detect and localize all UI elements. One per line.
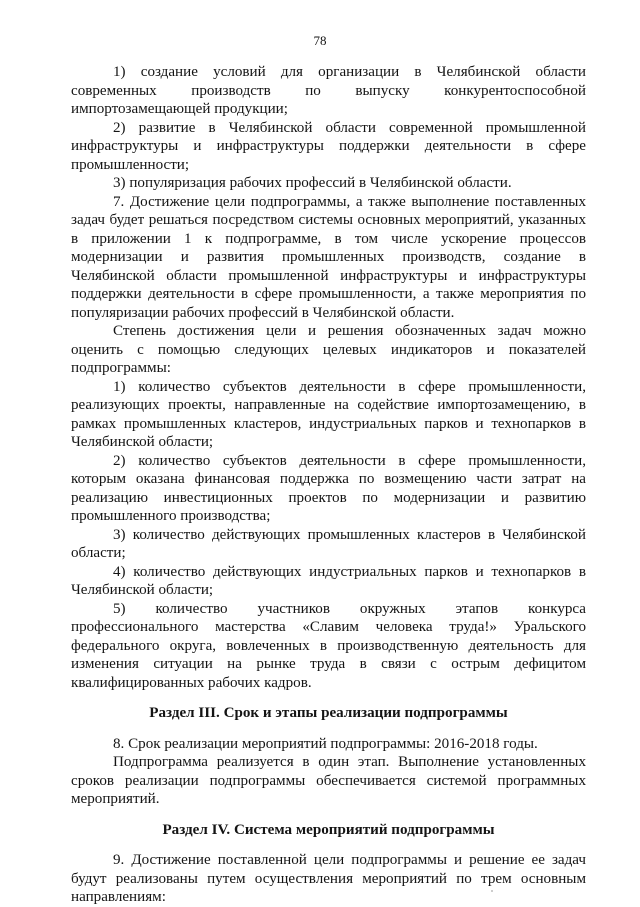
indicator-item-4: 4) количество действующих индустриальных парков и технопарков в Челябинской области; — [71, 563, 586, 598]
goal-item-3: 3) популяризация рабочих профессий в Челябинской области. — [113, 175, 512, 191]
indicator-item-2: 2) количество субъектов деятельности в сфере промышленности, которым оказана финансовая поддержка по возмещению части затрат на реализацию инвестиционных проектов по модернизации и развитию промышленного производства; — [71, 452, 586, 524]
goal-item-1: 1) создание условий для организации в Челябинской области современных производств по выпуску конкурентоспособной импортозамещающей продукции; — [71, 64, 586, 117]
indicators-intro: Степень достижения цели и решения обозначенных задач можно оценить с помощью следующих целевых индикаторов и показателей подпрограммы: — [71, 323, 586, 376]
scan-speck — [491, 890, 493, 892]
paragraph-7: 7. Достижение цели подпрограммы, а также выполнение поставленных задач будет решаться посредством системы основных мероприятий, указанных в приложении 1 к подпрограмме, в том числе ускорение процессов модернизации и развития промышленных производств, создание в Челябинской области промышленной инфраструктуры и инфраструктуры поддержки деятельности в сфере промышленности, а также мероприятия по популяризации рабочих профессий в Челябинской области. — [71, 193, 586, 321]
indicator-item-3: 3) количество действующих промышленных кластеров в Челябинской области; — [71, 526, 586, 561]
paragraph-8: 8. Срок реализации мероприятий подпрограммы: 2016-2018 годы. — [113, 735, 538, 752]
paragraph-9: 9. Достижение поставленной цели подпрограммы и решение ее задач будут реализованы путем осуществления мероприятий по трем основным направлениям: — [71, 852, 586, 905]
stage-paragraph: Подпрограмма реализуется в один этап. Выполнение установленных сроков реализации подпрограммы обеспечивается системой программных мероприятий. — [71, 754, 586, 807]
goal-item-2: 2) развитие в Челябинской области современной промышленной инфраструктуры и инфраструктуры поддержки деятельности в сфере промышленности; — [71, 119, 586, 173]
indicator-item-1: 1) количество субъектов деятельности в сфере промышленности, реализующих проекты, направленные на содействие импортозамещению, в рамках промышленных кластеров, индустриальных парков и технопарков в Челябинской области; — [71, 378, 586, 450]
page-number: 78 — [313, 33, 327, 48]
section-4-heading: Раздел IV. Система мероприятий подпрограммы — [162, 821, 495, 838]
indicator-item-5: 5) количество участников окружных этапов конкурса профессионального мастерства «Славим человека труда!» Уральского федерального округа, вовлеченных в производственную деятельность для изменения ситуации на рынке труда в связи с острым дефицитом квалифицированных рабочих кадров. — [71, 600, 586, 691]
section-3-heading: Раздел III. Срок и этапы реализации подпрограммы — [149, 705, 508, 721]
page-body — [71, 63, 586, 907]
